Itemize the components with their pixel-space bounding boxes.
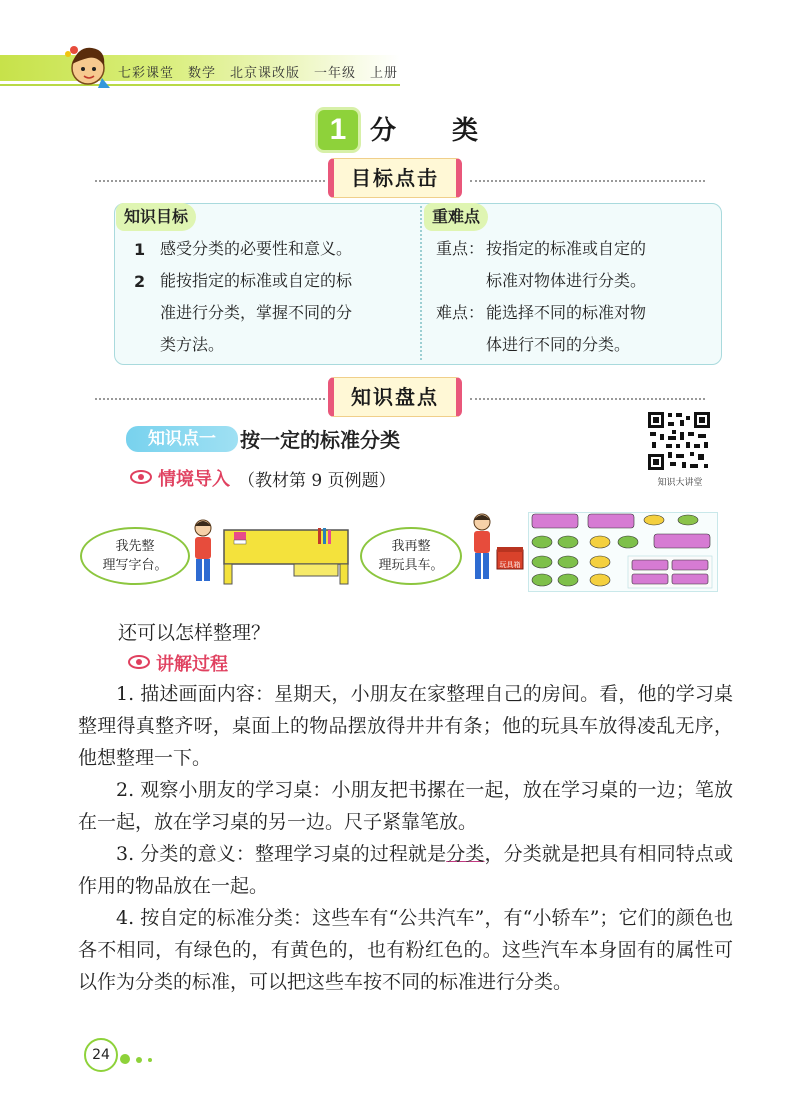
toy-cars-icon [528,512,716,592]
key-points-tag: 重难点 [424,203,488,231]
eye-bullet-icon [130,470,152,484]
explain-paragraph-2: 2. 观察小朋友的学习桌：小朋友把书摞在一起，放在学习桌的一边；笔放在一起，放在学习桌的另一边。尺子紧靠笔放。 [78,779,733,833]
bubble-desk-line1: 我先整 [115,539,155,554]
explain-paragraph-1: 1. 描述画面内容：星期天，小朋友在家整理自己的房间。看，他的学习桌整理得真整齐呀，桌面上的物品摆放得井井有条；他的玩具车放得凌乱无序，他想整理一下。 [78,683,733,769]
knowledge-goal-tag: 知识目标 [116,203,196,231]
key-text-line1: 按指定的标准或自定的 [486,239,647,258]
desk-icon [222,522,352,586]
goal-text-2-line2: 准进行分类，掌握不同的分 [160,303,353,322]
explanation-body [78,678,733,998]
section-heading-inventory: 知识盘点 [328,377,462,417]
speech-bubble-toys [360,527,462,585]
explain-p3-b: ，分类就是把具有相同特点或作用的物品放在一起。 [78,843,733,897]
qr-caption: 知识大讲堂 [657,478,703,488]
section-divider-right-2 [470,398,705,400]
eye-bullet-icon-2 [128,655,150,669]
goal-text-1: 感受分类的必要性和意义。 [160,239,353,258]
knowledge-point-title: 按一定的标准分类 [240,428,400,452]
knowledge-point-tag: 知识点一 [126,426,238,452]
page-dot-1 [120,1054,130,1064]
explain-paragraph-4: 4. 按自定的标准分类：这些车有“公共汽车”，有“小轿车”；它们的颜色也各不相同，有绿色的，有黄色的，也有粉红色的。这些汽车本身固有的属性可以作为分类的标准，可以把这些车按不同的标准进行分类。 [78,907,733,993]
goal-number-1: 1 [134,240,146,259]
goal-text-2-line3: 类方法。 [160,335,225,354]
section-divider-left-2 [95,398,325,400]
section-divider-right [470,180,705,182]
page-dot-2 [136,1057,142,1063]
boy-figure-icon [188,518,218,586]
chapter-number: 1 [318,110,358,150]
section-heading-goals: 目标点击 [328,158,462,198]
situation-note: （教材第 9 页例题） [238,471,396,491]
bubble-toys-line1: 我再整 [391,539,431,554]
boy-figure-2-icon [466,512,498,586]
difficulty-text-line1: 能选择不同的标准对物 [486,303,647,322]
bubble-desk-line2: 理写字台。 [102,558,168,573]
situation-label: 情境导入 [158,469,230,490]
cartoon-girl-mascot-icon [58,38,120,92]
section-divider-left [95,180,325,182]
bubble-toys-line2: 理玩具车。 [378,558,444,573]
key-label: 重点： [436,239,485,258]
goal-number-2: 2 [134,272,146,291]
qr-code-icon[interactable] [646,410,712,472]
explain-p3-a: 3. 分类的意义：整理学习桌的过程就是 [116,843,447,865]
goal-text-2-line1: 能按指定的标准或自定的标 [160,271,353,290]
difficulty-label: 难点： [436,303,485,322]
difficulty-text-line2: 体进行不同的分类。 [486,335,631,354]
speech-bubble-desk [80,527,190,585]
explain-label: 讲解过程 [156,654,228,675]
question-text: 还可以怎样整理？ [118,622,271,644]
toy-box-label: 玩具箱 [499,561,521,569]
chapter-title: 分类 [370,116,535,146]
key-text-line2: 标准对物体进行分类。 [486,271,647,290]
header-title: 七彩课堂 数学 北京课改版 一年级 上册 [118,66,399,81]
explain-paragraph-3 [78,838,733,902]
explain-p3-underlined: 分类 [446,843,485,865]
page-number: 24 [84,1038,118,1072]
page-dot-3 [148,1058,152,1062]
goals-divider [420,206,422,360]
